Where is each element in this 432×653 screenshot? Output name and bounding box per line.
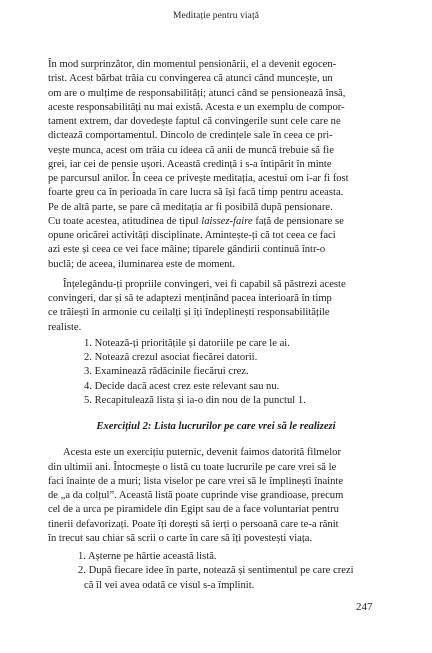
paragraph-line: aceste responsabilități nu mai există. Acesta e un exemplu de compor- <box>48 101 345 113</box>
line-segment: Cu toate acestea, atitudinea de tipul <box>48 215 202 227</box>
priorities-list <box>48 337 389 408</box>
paragraph-line: om are o mulțime de responsabilități; atunci când se pensionează însă, <box>48 87 346 99</box>
paragraph-line: faci înainte de a muri; lista viselor pe care vrei să le împlinești înainte <box>48 475 344 487</box>
paragraph-line: trist. Acest bărbat trăia cu convingerea că atunci când muncește, un <box>48 73 333 85</box>
paragraph-line: Acesta este un exercițiu puternic, devenit faimos datorită filmelor <box>63 447 341 459</box>
paragraph-line: din ultimii ani. Întocmește o listă cu toate lucrurile pe care vrei să le <box>48 461 337 473</box>
page-number: 247 <box>356 600 373 613</box>
list-item: 1. Așterne pe hârtie această listă. <box>78 551 217 562</box>
paragraph-line: convingeri, dar și să te adaptezi menținând pacea interioară în timp <box>48 293 332 304</box>
list-item: 3. Examinează rădăcinile fiecărui crez. <box>84 366 249 378</box>
paragraph-line: în trecut sau chiar să scrii o carte în care să îți povestești viața. <box>48 532 313 544</box>
paragraph-line: ce trăiești în armonie cu ceilalți și îți îndeplinești responsabilitățile <box>48 307 330 319</box>
exercise-heading: Exercițiul 2: Lista lucrurilor pe care vrei să le realizezi <box>96 421 336 432</box>
paragraph-1 <box>48 58 389 272</box>
list-item: 4. Decide dacă acest crez este relevant sau nu. <box>84 380 280 392</box>
paragraph-3 <box>48 446 389 546</box>
paragraph-line: opune oricărei activități disciplinate. Amintește-ți că tot ceea ce faci <box>48 230 336 241</box>
paragraph-line: Înțelegându-ți propriile convingeri, vei fi capabil să păstrezi aceste <box>63 278 346 290</box>
paragraph-2 <box>48 278 389 335</box>
paragraph-line: buclă; de aceea, iluminarea este de moment. <box>48 258 236 270</box>
paragraph-line: pe parcursul anilor. În ceea ce privește meditația, acestui om i-ar fi fost <box>48 173 349 184</box>
list-item: 5. Recapitulează lista și ia-o din nou de la punctul 1. <box>84 394 306 406</box>
paragraph-line: dictează comportamentul. Dincolo de credințele sale în ceea ce pri- <box>48 130 333 142</box>
paragraph-line: Pe de altă parte, se pare că meditația ar fi posibilă după pensionare. <box>48 201 333 213</box>
running-head: Meditație pentru viață <box>172 11 260 21</box>
dream-list-steps <box>48 550 389 593</box>
paragraph-line: de „a da colțul”. Această listă poate cuprinde vise grandioase, precum <box>48 490 344 501</box>
italic-term: laissez-faire <box>201 215 253 227</box>
paragraph-line: tinerii defavorizați. Poate îți dorești să ierți o persoană care te-a rănit <box>48 518 339 530</box>
paragraph-line: foarte greu ca în perioada în care lucra să își facă timp pentru aceasta. <box>48 187 344 199</box>
list-item: 2. După fiecare idee în parte, notează și sentimentul pe care crezi <box>78 565 354 577</box>
paragraph-line: tament extrem, dar dovedește faptul că convingerile sunt cele care ne <box>48 116 341 127</box>
paragraph-line: azi este și ceea ce vei face mâine; tiparele gândirii continuă într-o <box>48 244 326 256</box>
list-item: 2. Notează crezul asociat fiecărei datorii. <box>84 352 258 363</box>
line-segment: față de pensionare se <box>252 215 344 227</box>
paragraph-line: grei, iar cei de pensie ușori. Această credință i s-a întipărit în minte <box>48 158 332 170</box>
paragraph-line <box>48 215 389 229</box>
paragraph-line: vește munca, acest om trăia cu ideea că anii de muncă trebuie să fie <box>48 144 334 156</box>
paragraph-line: În mod surprinzător, din momentul pensionării, el a devenit egocen- <box>48 59 337 70</box>
list-item-continuation: că îl vei avea odată ce visul s-a împlinit. <box>84 579 255 591</box>
paragraph-line: cel de a urca pe piramidele din Egipt sau de a face voluntariat pentru <box>48 504 339 516</box>
list-item: 1. Notează-ți prioritățile și datoriile pe care le ai. <box>84 337 290 349</box>
paragraph-line: realiste. <box>48 321 82 333</box>
